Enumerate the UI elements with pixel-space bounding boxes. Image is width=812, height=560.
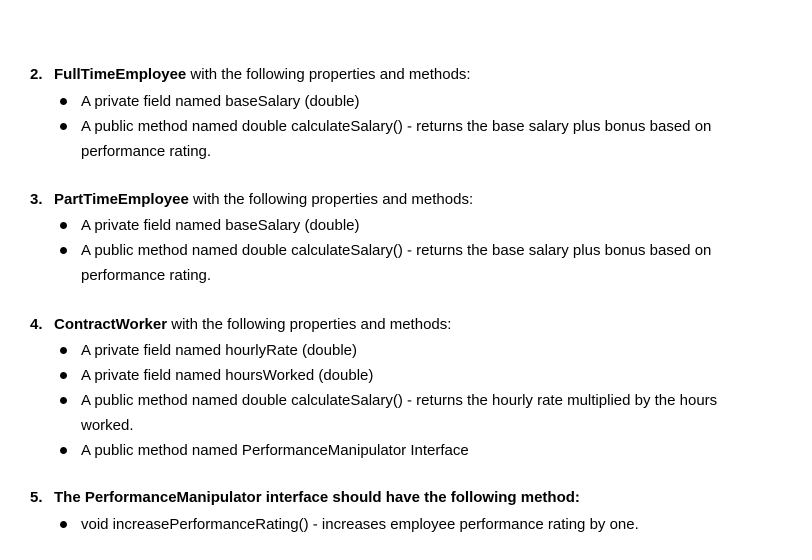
list-item: [60, 89, 760, 114]
list-item-text: A public method named double calculateSalary() - returns the hourly rate multiplied by the hours worked.: [81, 392, 718, 434]
list-item: [60, 363, 760, 388]
interface-heading: The PerformanceManipulator interface should have the following method:: [54, 489, 580, 506]
section-heading: [30, 190, 473, 210]
list-item-text: A private field named baseSalary (double): [81, 217, 360, 234]
bullet-icon: [60, 222, 67, 229]
bullet-icon: [60, 98, 67, 105]
bullet-icon: [60, 521, 67, 528]
heading-rest: with the following properties and methods:: [167, 316, 452, 333]
list-item: [60, 438, 760, 463]
list-item-text: A public method named PerformanceManipulator Interface: [81, 442, 469, 459]
section-number: 5.: [30, 489, 43, 506]
list-item: [60, 512, 760, 537]
section-heading: [30, 315, 451, 335]
section-heading: [30, 488, 580, 508]
section-number: 3.: [30, 191, 43, 208]
bullet-icon: [60, 372, 67, 379]
class-name: PartTimeEmployee: [54, 191, 189, 208]
bullet-icon: [60, 397, 67, 404]
bullet-icon: [60, 347, 67, 354]
list-item-text: A public method named double calculateSalary() - returns the base salary plus bonus based on performance rating.: [81, 118, 712, 160]
list-item-text: A private field named hourlyRate (double): [81, 342, 357, 359]
list-item-text: A public method named double calculateSalary() - returns the base salary plus bonus based on performance rating.: [81, 242, 712, 284]
list-item-text: A private field named baseSalary (double): [81, 93, 360, 110]
section-heading: [30, 65, 471, 85]
class-name: ContractWorker: [54, 316, 168, 333]
bullet-icon: [60, 447, 67, 454]
bullet-icon: [60, 247, 67, 254]
bullet-icon: [60, 123, 67, 130]
list-item: [60, 114, 760, 164]
list-item: [60, 338, 760, 363]
section-number: 4.: [30, 316, 43, 333]
heading-rest: with the following properties and methods:: [188, 191, 474, 208]
section-number: 2.: [30, 66, 43, 83]
list-item: [60, 388, 760, 438]
heading-rest: with the following properties and methods:: [186, 66, 471, 83]
list-item: [60, 238, 760, 288]
list-item: [60, 213, 760, 238]
list-item-text: A private field named hoursWorked (double): [81, 367, 374, 384]
list-item-text: void increasePerformanceRating() - increases employee performance rating by one.: [81, 516, 639, 533]
class-name: FullTimeEmployee: [54, 66, 187, 83]
